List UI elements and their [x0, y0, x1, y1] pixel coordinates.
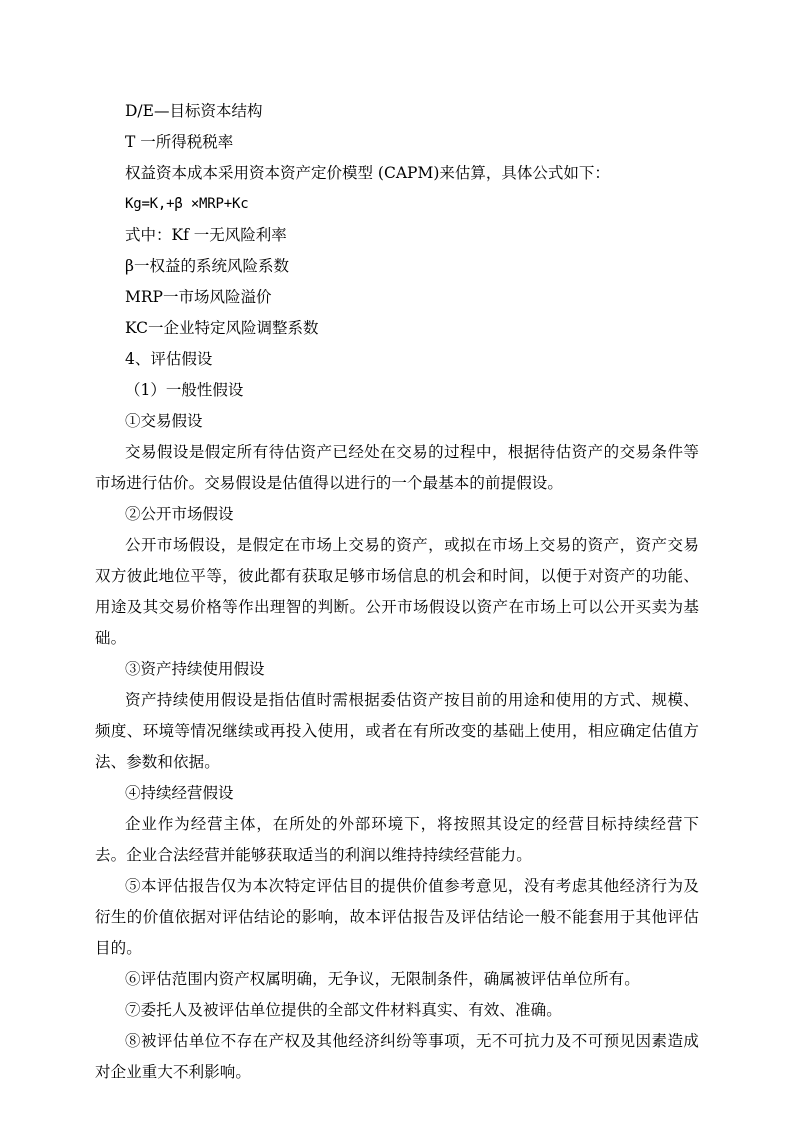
- assumption-statement: ⑥评估范围内资产权属明确，无争议，无限制条件，确属被评估单位所有。: [125, 970, 640, 988]
- assumption-body: 公开市场假设，是假定在市场上交易的资产，或拟在市场上交易的资产，资产交易双方彼此地位平等，彼此都有获取足够市场信息的机会和时间，以便于对资产的功能、用途及其交易价格等作出理智的判断。公开市场假设以资产在市场上可以公开买卖为基础。: [95, 536, 699, 647]
- definition-beta: β一权益的系统风险系数: [125, 257, 289, 275]
- capm-formula: Kg=K,+β ×MRP+Kc: [125, 196, 249, 212]
- definition-t: T 一所得税税率: [125, 133, 234, 151]
- definition-mrp: MRP一市场风险溢价: [125, 288, 272, 306]
- assumption-title: ②公开市场假设: [125, 505, 234, 523]
- assumption-body: 企业作为经营主体，在所处的外部环境下，将按照其设定的经营目标持续经营下去。企业合法经营并能够获取适当的利润以维持持续经营能力。: [95, 815, 699, 864]
- capm-intro: 权益资本成本采用资本资产定价模型 (CAPM)来估算，具体公式如下：: [125, 164, 610, 182]
- section-subheading: （1）一般性假设: [125, 381, 244, 399]
- assumption-statement: ⑦委托人及被评估单位提供的全部文件材料真实、有效、准确。: [125, 1001, 562, 1019]
- assumption-statement: ⑤本评估报告仅为本次特定评估目的提供价值参考意见，没有考虑其他经济行为及衍生的价值依据对评估结论的影响，故本评估报告及评估结论一般不能套用于其他评估目的。: [95, 877, 699, 957]
- definition-kc: KC一企业特定风险调整系数: [125, 319, 319, 337]
- assumption-title: ④持续经营假设: [125, 784, 234, 802]
- definition-kf: 式中：Kf 一无风险利率: [125, 226, 287, 244]
- assumption-statement: ⑧被评估单位不存在产权及其他经济纠纷等事项，无不可抗力及不可预见因素造成对企业重大不利影响。: [95, 1032, 699, 1081]
- assumption-body: 资产持续使用假设是指估值时需根据委估资产按目前的用途和使用的方式、规模、频度、环境等情况继续或再投入使用，或者在有所改变的基础上使用，相应确定估值方法、参数和依据。: [95, 691, 699, 771]
- section-heading: 4、评估假设: [125, 350, 213, 368]
- definition-de: D/E—目标资本结构: [125, 102, 263, 120]
- assumption-body: 交易假设是假定所有待估资产已经处在交易的过程中，根据待估资产的交易条件等市场进行估价。交易假设是估值得以进行的一个最基本的前提假设。: [95, 443, 699, 492]
- assumption-title: ③资产持续使用假设: [125, 660, 265, 678]
- assumption-title: ①交易假设: [125, 412, 203, 430]
